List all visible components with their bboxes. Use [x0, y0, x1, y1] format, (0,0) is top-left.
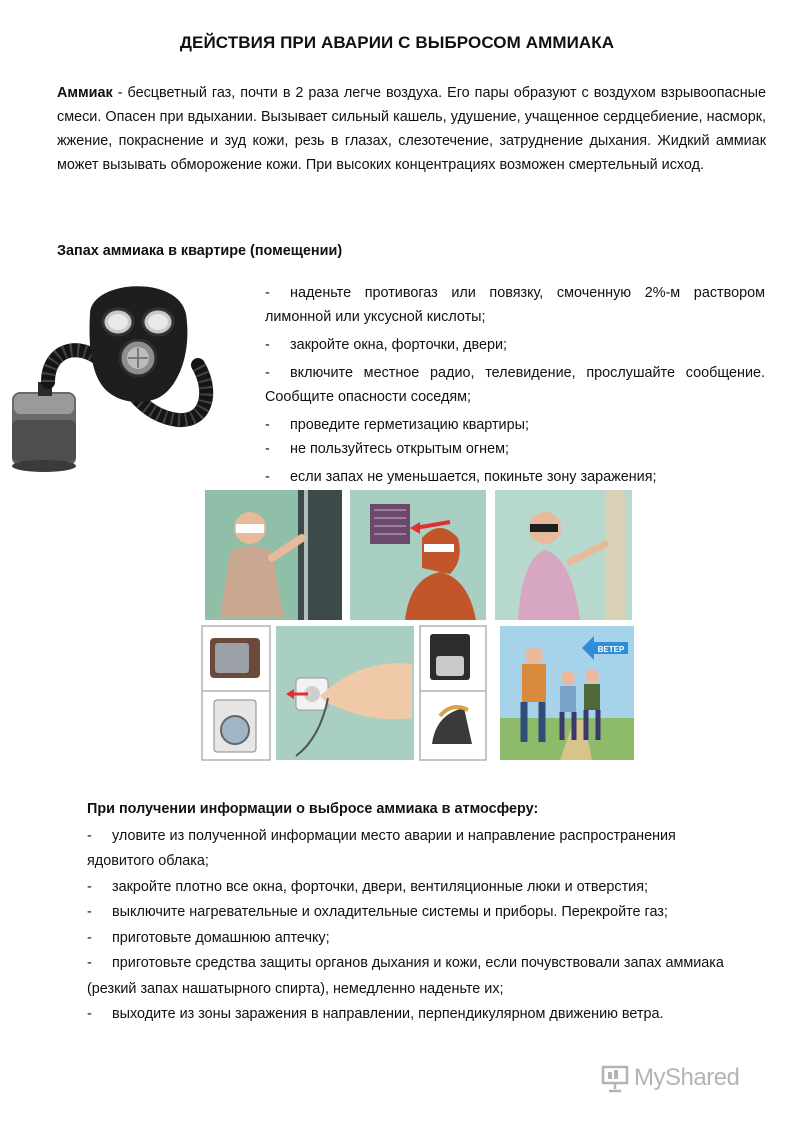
watermark-text: MyShared [634, 1064, 740, 1091]
panel-woman-vent [350, 490, 486, 620]
page-title: ДЕЙСТВИЯ ПРИ АВАРИИ С ВЫБРОСОМ АММИАКА [179, 33, 615, 52]
list-item: - включите местное радио, телевидение, прослушайте сообщение. Сообщите опасности соседям; [265, 365, 765, 405]
intro-paragraph [57, 81, 766, 177]
mask-hood [90, 286, 188, 402]
apartment-heading: Запах аммиака в квартире (помещении) [57, 243, 343, 259]
watermark [600, 1058, 770, 1098]
list-item: - наденьте противогаз или повязку, смоченную 2%-м раствором лимонной или уксусной кислоты; [265, 285, 765, 325]
panel-man-bandage [205, 490, 342, 620]
panel-unplug [276, 626, 414, 760]
atmosphere-section [87, 797, 727, 1028]
list-item: - закройте окна, форточки, двери; [265, 337, 508, 353]
panel-woman-seal [495, 490, 632, 620]
list-item: - уловите из полученной информации место аварии и направление распространения ядовитого облака; [87, 827, 676, 869]
presentation-icon [600, 1063, 630, 1093]
gas-mask-image [8, 270, 228, 475]
list-item: - приготовьте средства защиты органов дыхания и кожи, если почувствовали запах аммиака (резкий запах нашатырного спирта), немедленно наденьте их; [87, 955, 724, 997]
intro-text: - бесцветный газ, почти в 2 раза легче воздуха. Его пары образуют с воздухом взрывоопасные смеси. Опасен при вдыхании. Вызывает сильный кашель, удушение, учащенное сердцебиение, насморк, жжение, покраснение и зуд кожи, резь в глазах, слезотечение, затруднение дыхания. Жидкий аммиак может вызывать обморожение кожи. При высоких концентрациях возможен смертельный исход. [57, 85, 766, 173]
wind-label: ВЕТЕР [597, 645, 625, 654]
instructions-illustration [200, 488, 637, 763]
panel-evacuation [500, 626, 634, 760]
list-item: - выключите нагревательные и охладительные системы и приборы. Перекройте газ; [87, 904, 668, 920]
list-item: - не пользуйтесь открытым огнем; [265, 441, 509, 457]
atmosphere-heading: При получении информации о выбросе аммиака в атмосферу: [87, 801, 539, 817]
list-item: - закройте плотно все окна, форточки, двери, вентиляционные люки и отверстия; [87, 878, 648, 895]
list-item: - приготовьте домашнюю аптечку; [87, 929, 330, 946]
panel-small-appliances [420, 626, 486, 760]
list-item: - если запах не уменьшается, покиньте зону заражения; [265, 469, 657, 485]
list-item: - выходите из зоны заражения в направлении, перпендикулярном движению ветра. [87, 1006, 664, 1022]
filter-canister [12, 382, 76, 472]
apartment-list [265, 281, 765, 489]
list-item: - проведите герметизацию квартиры; [265, 417, 529, 433]
panel-appliances [202, 626, 270, 760]
intro-term: Аммиак [57, 85, 113, 101]
